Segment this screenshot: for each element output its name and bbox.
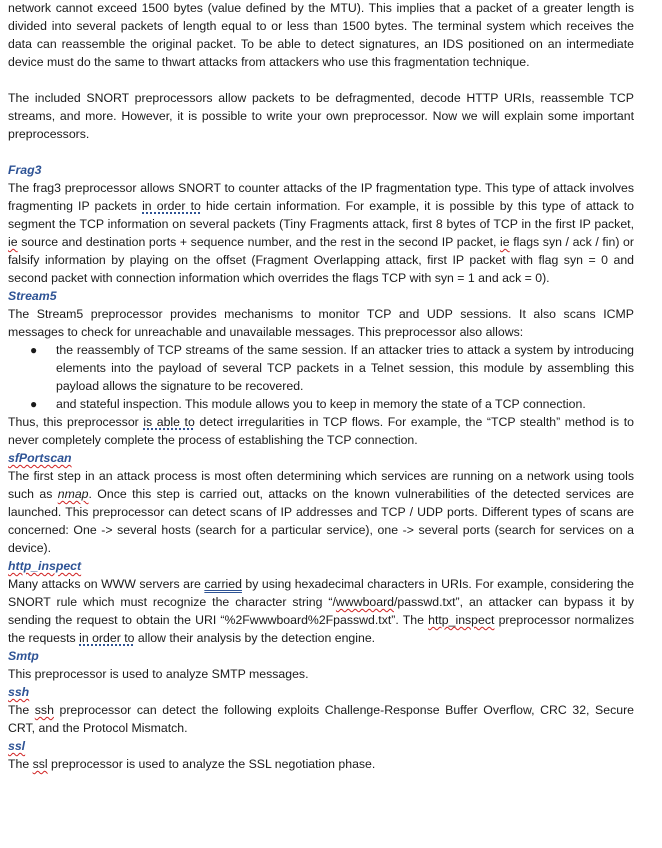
smtp-paragraph: This preprocessor is used to analyze SMTP messages. [8, 667, 309, 681]
ssh-text: The [8, 703, 35, 717]
http-inspect-heading: http_inspect [8, 559, 82, 573]
ssh-text: preprocessor can detect the following exploits Challenge-Response Buffer Overflow, CRC 32, Secure CRT, and the Protocol Mismatch. [8, 703, 635, 735]
list-item [8, 395, 634, 413]
frag3-text: source and destination ports + sequence number, and the rest in the second IP packet, [17, 235, 501, 249]
ssh-heading: ssh [8, 685, 30, 699]
bullet-icon: ● [30, 343, 38, 357]
stream5-intro: The Stream5 preprocessor provides mechanisms to monitor TCP and UDP sessions. It also scans ICMP messages to check for unreachable and unavailable messages. This preprocessor also allows: [8, 307, 634, 339]
grammar-mark: is able to [143, 415, 195, 429]
list-item [8, 341, 634, 395]
ssh-paragraph [8, 701, 634, 737]
spell-mark: ssl [32, 757, 48, 771]
list-item-text: the reassembly of TCP streams of the same session. If an attacker tries to attack a system by introducing elements into the payload of several TCP packets in a Telnet session, this module by assembling this payload allows the signature to be recovered. [56, 343, 634, 393]
spell-mark: nmap [57, 487, 89, 501]
frag3-heading: Frag3 [8, 163, 42, 177]
grammar-mark: carried [204, 577, 242, 591]
stream5-bullet-list [8, 341, 634, 413]
stream5-heading: Stream5 [8, 289, 57, 303]
frag3-paragraph [8, 179, 634, 287]
http-inspect-text: by using hexadecimal characters in URIs. For example, considering the SNORT rule which must recognize the character string “/ [8, 577, 634, 609]
intro-paragraph-2: The included SNORT preprocessors allow packets to be defragmented, decode HTTP URIs, reassemble TCP streams, and more. However, it is possible to write your own preprocessor. Now we will explain some important preprocessors. [8, 91, 634, 141]
ssl-paragraph [8, 755, 634, 773]
intro-paragraph-1: network cannot exceed 1500 bytes (value defined by the MTU). This implies that a packet of a greater length is divided into several packets of length equal to or less than 1500 bytes. The terminal system which receives the data can reassemble the original packet. To be able to detect signatures, an IDS positioned on an intermediate device must do the same to thwart attacks from attackers who use this fragmentation technique. [8, 1, 634, 69]
http-inspect-text: allow their analysis by the detection engine. [134, 631, 376, 645]
grammar-mark: in order to [79, 631, 135, 645]
list-item-text: and stateful inspection. This module allows you to keep in memory the state of a TCP connection. [56, 397, 586, 411]
frag3-text: The frag3 preprocessor allows SNORT to counter attacks of the IP fragmentation type. This type of attack involves fragmenting IP packets [8, 181, 634, 213]
stream5-text: detect irregularities in TCP flows. For example, the “TCP stealth” method is to never completely complete the process of establishing the TCP connection. [8, 415, 635, 447]
http-inspect-text: Many attacks on WWW servers are [8, 577, 205, 591]
sfportscan-heading: sfPortscan [8, 451, 72, 465]
document-page [8, 0, 634, 773]
spell-mark: ie [8, 235, 18, 249]
stream5-text: Thus, this preprocessor [8, 415, 144, 429]
ssl-heading: ssl [8, 739, 26, 753]
spell-mark: wwwboard [335, 595, 395, 609]
sfportscan-text: The first step in an attack process is most often determining which services are running on a network using tools such as [8, 469, 634, 501]
smtp-heading: Smtp [8, 649, 39, 663]
grammar-mark: in order to [142, 199, 201, 213]
http-inspect-text: preprocessor normalizes the requests [8, 613, 634, 645]
spell-mark: ssh [34, 703, 54, 717]
frag3-text: hide certain information. For example, it is possible by this type of attack to segment the TCP information on several packets (Tiny Fragments attack, first 8 bytes of TCP in the first IP packet, [8, 199, 634, 231]
sfportscan-paragraph [8, 467, 634, 557]
spell-mark: ie [500, 235, 510, 249]
http-inspect-text: /passwd.txt”, an attacker can bypass it by sending the request to obtain the URI “%2Fwwwboard%2Fpasswd.txt”. The [8, 595, 634, 627]
frag3-text: flags syn / ack / fin) or falsify information by playing on the offset (Fragment Overlapping attack, first IP packet with flag syn = 0 and second packet with connection information which overrides the flags TCP with syn = 1 and ack = 0). [8, 235, 634, 285]
paragraph-gap [8, 143, 634, 161]
paragraph-gap [8, 71, 634, 89]
http-inspect-paragraph [8, 575, 634, 647]
bullet-icon: ● [30, 397, 38, 411]
ssl-text: The [8, 757, 33, 771]
ssl-text: preprocessor is used to analyze the SSL negotiation phase. [47, 757, 376, 771]
spell-mark: http_inspect [428, 613, 495, 627]
sfportscan-text: . Once this step is carried out, attacks on the known vulnerabilities of the detected services are launched. This preprocessor can detect scans of IP addresses and TCP / UDP ports. Different types of scans are concerned: One -> several hosts (search for a particular service), one -> several ports (search for services on a device). [8, 487, 634, 555]
stream5-paragraph [8, 413, 634, 449]
